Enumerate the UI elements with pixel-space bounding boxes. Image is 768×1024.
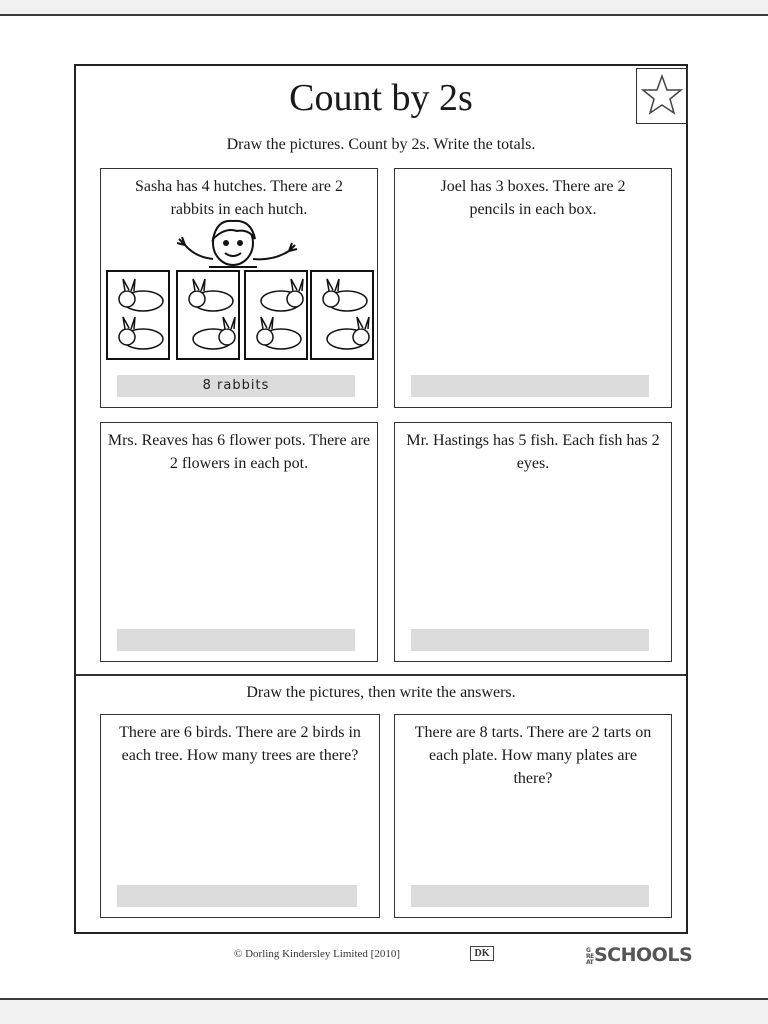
worksheet xyxy=(74,64,688,934)
problem-box-6 xyxy=(394,714,672,918)
answer-bar xyxy=(117,629,355,651)
greatschools-logo xyxy=(586,944,692,966)
problem-box-4 xyxy=(394,422,672,662)
answer-bar xyxy=(411,629,649,651)
problem-text: Joel has 3 boxes. There are 2 pencils in each box. xyxy=(440,178,626,218)
answer-bar xyxy=(411,885,649,907)
copyright-text: © Dorling Kindersley Limited [2010] xyxy=(234,948,400,960)
problem-box-1 xyxy=(100,168,378,408)
problem-box-5 xyxy=(100,714,380,918)
star-box xyxy=(636,68,688,124)
greatschools-logo-text: SCHOOLS xyxy=(594,944,693,966)
answer-bar xyxy=(411,375,649,397)
problem-text: Mrs. Reaves has 6 flower pots. There are 2 flowers in each pot. xyxy=(107,432,371,472)
instruction-bottom: Draw the pictures, then write the answers. xyxy=(246,684,516,701)
problem-box-2 xyxy=(394,168,672,408)
answer-bar: 8 rabbits xyxy=(117,375,355,397)
bottom-rule xyxy=(0,998,768,1000)
section-divider xyxy=(76,674,686,676)
problem-text: There are 8 tarts. There are 2 tarts on each plate. How many plates are there? xyxy=(414,724,652,787)
instruction-top: Draw the pictures. Count by 2s. Write the totals. xyxy=(226,136,536,153)
footer xyxy=(0,944,768,964)
page-title: Count by 2s xyxy=(289,77,473,119)
problem-text: Mr. Hastings has 5 fish. Each fish has 2 eyes. xyxy=(406,432,660,472)
star-outline-icon xyxy=(641,73,683,117)
problem-text: There are 6 birds. There are 2 birds in each tree. How many trees are there? xyxy=(119,724,361,764)
dk-logo: DK xyxy=(470,946,494,961)
problem-box-3 xyxy=(100,422,378,662)
problem-text: Sasha has 4 hutches. There are 2 rabbits in each hutch. xyxy=(134,178,344,218)
answer-bar xyxy=(117,885,357,907)
rabbit-hutches-illustration xyxy=(105,217,375,369)
greatschools-logo-small: GREAT xyxy=(586,947,594,966)
